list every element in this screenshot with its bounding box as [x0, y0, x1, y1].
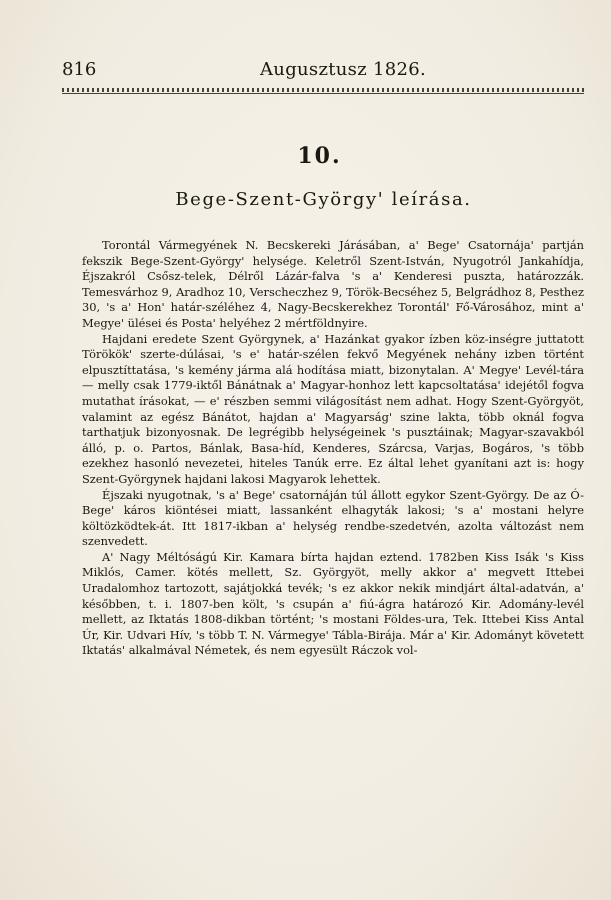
- ornamental-rule: [62, 88, 584, 94]
- page-header: [62, 58, 532, 82]
- article-body: [82, 238, 584, 659]
- paragraph-2: Hajdani eredete Szent Györgynek, a' Hazánkat gyakor ízben köz-inségre juttatott Törökök' szerte-dúlásai, 's e' határ-szélen fekvő Megyének nehány izben történt elpusztíttatása, 's kemény járma alá hodítása miatt, bizonytalan. A' Megye' Levél-tára — melly csak 1779-iktől Bánátnak a' Magyar-honhoz lett kapcsoltatása' idejétől fogva mutathat írásokat, — e' részben semmi világosítást nem adhat. Hogy Szent-Györgyöt, valamint az egész Bánátot, hajdan a' Magyarság' szine lakta, több oknál fogva tarthatjuk bizonyosnak. De legrégibb helységeinek 's pusztáinak; Magyar-szavakból álló, p. o. Partos, Bánlak, Basa-híd, Kenderes, Szárcsa, Varjas, Bogáros, 's több ezekhez hasonló nevezetei, hiteles Tanúk erre. Ez által lehet gyanítani azt is: hogy Szent-Györgynek hajdani lakosi Magyarok lehettek.: [82, 331, 584, 486]
- article-title: Bege-Szent-György' leírása.: [175, 189, 472, 210]
- paragraph-1: Torontál Vármegyének N. Becskereki Járásában, a' Bege' Csatornája' partján fekszik Bege-Szent-György' helysége. Keletről Szent-István, Nyugotról Jankahídja, Éjszakról Csősz-telek, Délről Lázár-falva 's a' Kenderesi puszta, határozzák. Temesvárhoz 9, Aradhoz 10, Verscheczhez 9, Török-Becséhez 5, Belgrádhoz 8, Pesthez 30, 's a' Hon' határ-széléhez 4, Nagy-Becskerekhez Torontál' Fő-Városához, mint a' Megye' ülései és Posta' helyéhez 2 mértföldnyire.: [82, 238, 584, 330]
- running-head: Augusztusz 1826.: [260, 59, 427, 80]
- article-number: 10.: [297, 143, 342, 169]
- paragraph-4: A' Nagy Méltóságú Kir. Kamara bírta hajdan eztend. 1782ben Kiss Isák 's Kiss Miklós, Camer. kötés mellett, Sz. Györgyöt, melly akkor a' megvett Ittebei Uradalomhoz tartozott, sajátjokká tevék; 's ez akkor nekik mindjárt által-adatván, a' későbben, t. i. 1807-ben költ, 's csupán a' fiú-ágra határozó Kir. Adomány-levél mellett, az Iktatás 1808-dikban történt; 's mostani Földes-ura, Tek. Ittebei Kiss Antal Úr, Kir. Udvari Hív, 's több T. N. Vármegye' Tábla-Birája. Már a' Kir. Adományt követett Iktatás' alkalmával Németek, és nem egyesült Ráczok vol-: [82, 549, 584, 658]
- page-number: 816: [62, 59, 97, 80]
- paragraph-3: Éjszaki nyugotnak, 's a' Bege' csatornáján túl állott egykor Szent-György. De az Ó-Bege' káros kiöntései miatt, lassanként elhagyták lakosi; 's a' mostani helyre költözködtek-át. Itt 1817-ikban a' helység rendbe-szedetvén, azolta változást nem szenvedett.: [82, 487, 584, 549]
